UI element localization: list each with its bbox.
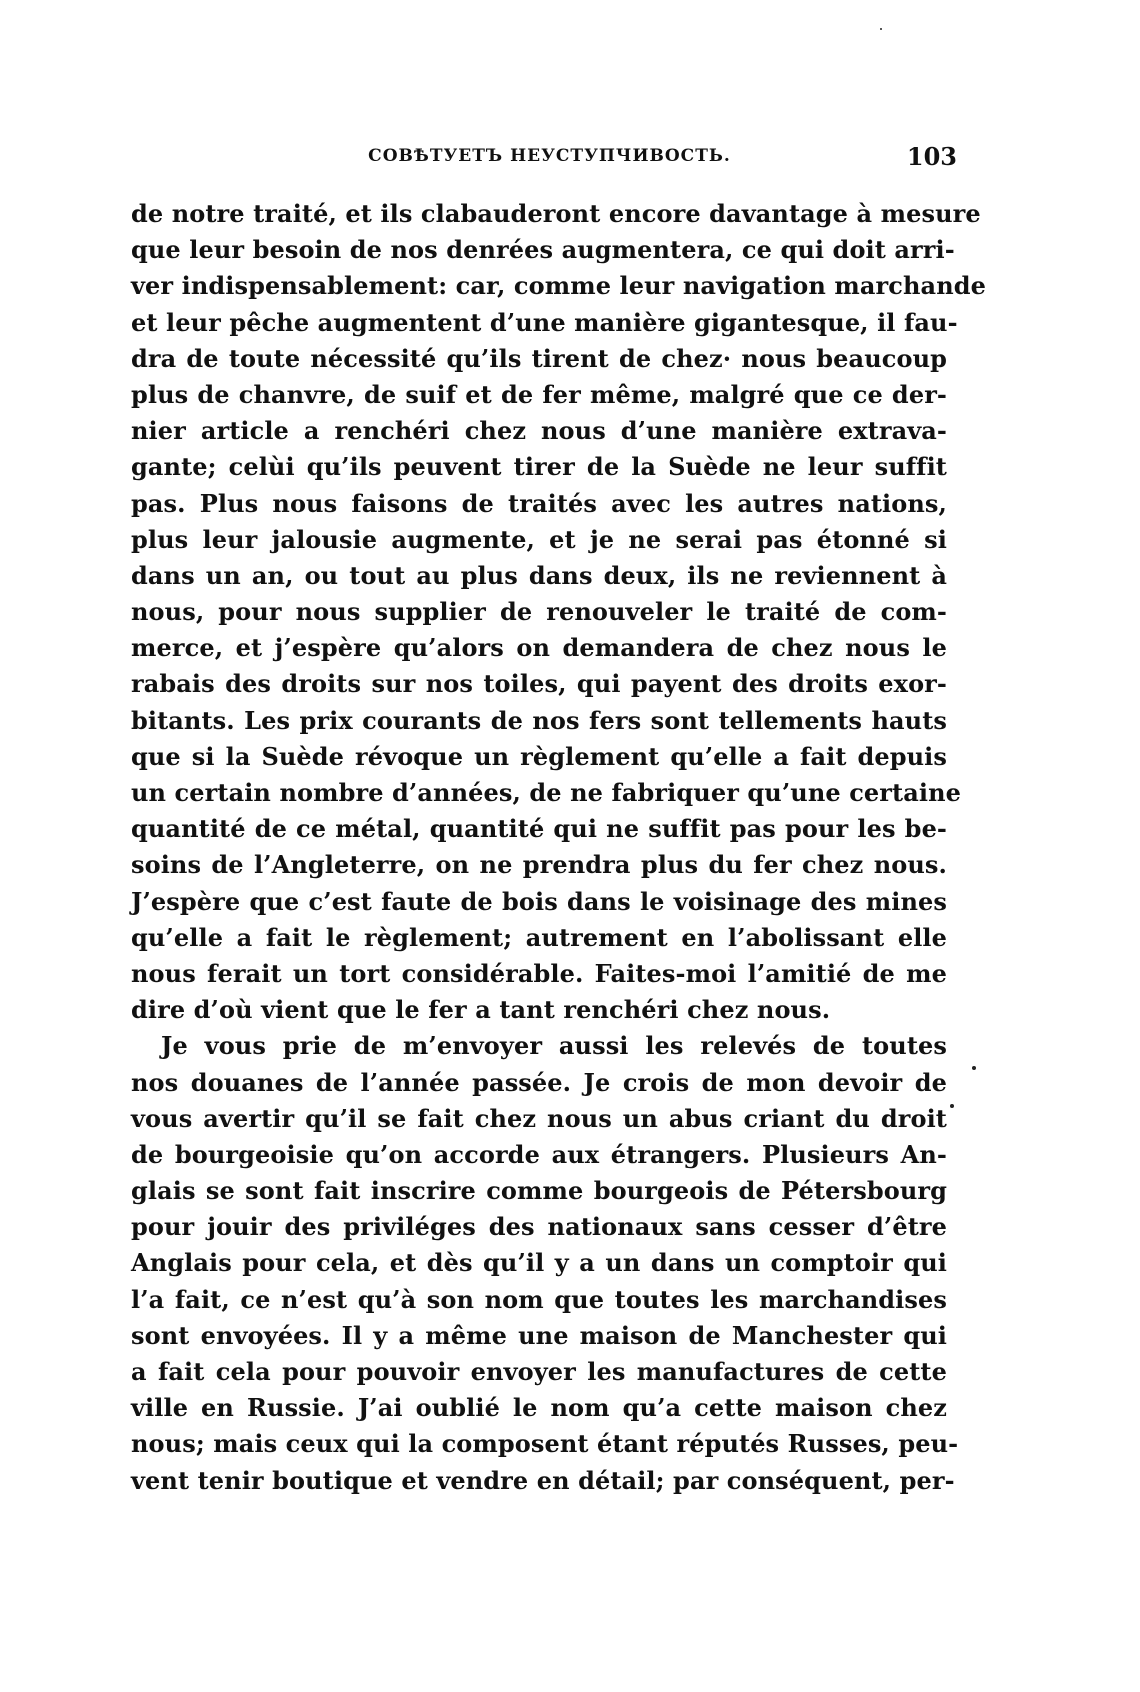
text-line: nos douanes de l’année passée. Je crois de mon devoir de [131,1067,947,1097]
text-line: plus leur jalousie augmente, et je ne serai pas étonné si [131,524,947,554]
text-line: de notre traité, et ils clabauderont encore davantage à mesure [131,199,981,228]
text-line: nier article a renchéri chez nous d’une manière extrava- [131,416,947,446]
text-line: de bourgeoisie qu’on accorde aux étrangers. Plusieurs An- [131,1139,947,1169]
text-line: soins de l’Angleterre, on ne prendra plus du fer chez nous. [131,850,947,880]
text-line: nous ferait un tort considérable. Faites-moi l’amitié de me [131,958,947,988]
text-line: pour jouir des priviléges des nationaux sans cesser d’être [131,1212,947,1242]
text-line: vous avertir qu’il se fait chez nous un abus criant du droit [131,1103,947,1133]
text-line: nous; mais ceux qui la composent étant réputés Russes, peu- [131,1429,959,1459]
text-line: vent tenir boutique et vendre en détail; par conséquent, per- [131,1465,955,1495]
text-line: merce, et j’espère qu’alors on demandera de chez nous le [131,633,947,663]
page-number: 103 [906,142,957,171]
text-line: ville en Russie. J’ai oublié le nom qu’a cette maison chez [131,1393,947,1423]
text-line: quantité de ce métal, quantité qui ne suffit pas pour les be- [131,814,947,844]
text-line: que leur besoin de nos denrées augmentera, ce qui doit arri- [131,235,955,265]
running-head [142,142,957,172]
text-line: qu’elle a fait le règlement; autrement en l’abolissant elle [131,922,947,952]
text-line: gante; celùi qu’ils peuvent tirer de la Suède ne leur suffit [131,452,947,482]
text-line: J’espère que c’est faute de bois dans le voisinage des mines [131,886,947,916]
text-line: que si la Suède révoque un règlement qu’elle a fait depuis [131,741,947,771]
text-line: rabais des droits sur nos toiles, qui payent des droits exor- [131,669,947,699]
text-line: et leur pêche augmentent d’une manière gigantesque, il fau- [131,307,958,337]
stray-ink-dot [880,28,882,30]
text-line: pas. Plus nous faisons de traités avec les autres nations, [131,488,947,518]
text-line: bitants. Les prix courants de nos fers sont tellements hauts [131,705,947,735]
text-line: dra de toute nécessité qu’ils tirent de chez· nous beaucoup [131,343,947,373]
text-line: plus de chanvre, de suif et de fer même, malgré que ce der- [131,379,947,409]
running-title: СОВѢТУЕТЪ НЕУСТУПЧИВОСТЬ. [368,146,731,166]
text-line: ver indispensablement: car, comme leur navigation marchande [131,271,986,301]
stray-ink-dot [972,1066,976,1070]
text-line: glais se sont fait inscrire comme bourgeois de Pétersbourg [131,1176,947,1206]
paragraph-first-line: Je vous prie de m’envoyer aussi les relevés de toutes [161,1031,947,1061]
text-line: dans un an, ou tout au plus dans deux, ils ne reviennent à [131,560,947,590]
text-line: a fait cela pour pouvoir envoyer les manufactures de cette [131,1357,947,1386]
text-line: Anglais pour cela, et dès qu’il y a un dans un comptoir qui [131,1248,947,1278]
stray-ink-dot [950,1104,954,1108]
text-line: l’a fait, ce n’est qu’à son nom que toutes les marchandises [131,1284,947,1314]
text-line: un certain nombre d’années, de ne fabriquer qu’une certaine [131,778,961,807]
text-line: sont envoyées. Il y a même une maison de Manchester qui [131,1320,947,1350]
text-line: nous, pour nous supplier de renouveler le traité de com- [131,597,947,627]
body-text [131,196,986,1499]
paragraph-last-line: dire d’où vient que le fer a tant renchéri chez nous. [131,995,831,1025]
